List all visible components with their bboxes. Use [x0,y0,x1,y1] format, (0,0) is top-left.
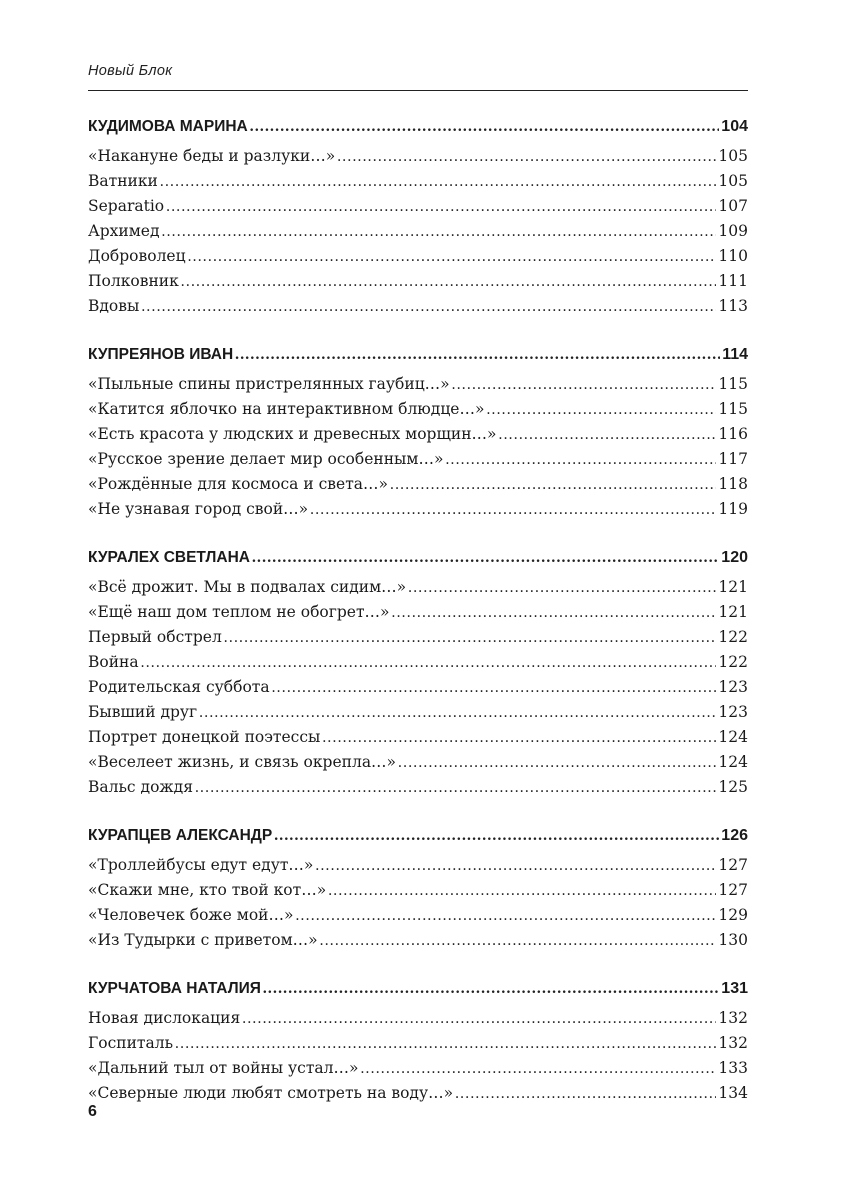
poem-entry [88,575,748,600]
dot-leader [390,472,716,497]
poem-entry-page: 121 [718,578,748,596]
poem-entry-title: «Веселеет жизнь, и связь окрепла…» [88,753,397,771]
poem-entry [88,219,748,244]
dot-leader [263,974,719,1004]
dot-leader [162,219,717,244]
poem-entry-page: 113 [718,297,748,315]
poem-entry [88,1031,748,1056]
poem-entry-title: «Не узнавая город свой…» [88,500,309,518]
poem-entry [88,775,748,800]
toc-section [88,974,748,1106]
author-entry-title: КУРАПЦЕВ АЛЕКСАНДР [88,827,273,844]
poem-entry-title: Госпиталь [88,1034,174,1052]
poem-entry-page: 122 [718,628,748,646]
dot-leader [235,340,720,370]
poem-entry-title: «Северные люди любят смотреть на воду…» [88,1084,454,1102]
toc-section [88,821,748,953]
poem-entry-title: Война [88,653,139,671]
poem-entry-page: 127 [718,856,748,874]
dot-leader [398,750,716,775]
author-entry-title: КУРАЛЕХ СВЕТЛАНА [88,549,250,566]
dot-leader [445,447,716,472]
poem-entry-title: «Ещё наш дом теплом не обогрет…» [88,603,390,621]
poem-entry-title: «Русское зрение делает мир особенным…» [88,450,444,468]
dot-leader [250,112,720,142]
poem-entry [88,422,748,447]
poem-entry-title: «Рождённые для космоса и света…» [88,475,388,493]
author-entry-title: КУДИМОВА МАРИНА [88,118,248,135]
poem-entry [88,1006,748,1031]
poem-entry [88,928,748,953]
poem-entry-page: 125 [718,778,748,796]
dot-leader [452,372,717,397]
poem-entry-page: 107 [718,197,748,215]
dot-leader [160,169,717,194]
poem-entry-page: 129 [718,906,748,924]
poem-entry-page: 132 [718,1034,748,1052]
poem-entry [88,700,748,725]
toc-section [88,112,748,319]
poem-entry-title: «Есть красота у людских и древесных морщин…» [88,425,497,443]
poem-entry-page: 115 [718,375,748,393]
dot-leader [181,269,717,294]
poem-entry-page: 115 [718,400,748,418]
poem-entry-title: Бывший друг [88,703,198,721]
dot-leader [188,244,717,269]
poem-entry-title: «Человечек боже мой…» [88,906,294,924]
author-entry [88,340,748,370]
poem-entry-page: 111 [718,272,748,290]
poem-entry-page: 123 [718,703,748,721]
dot-leader [166,194,716,219]
poem-entry [88,1056,748,1081]
poem-entry-page: 116 [718,425,748,443]
poem-entry [88,169,748,194]
poem-entry-title: «Катится яблочко на интерактивном блюдце…» [88,400,485,418]
author-entry-page: 114 [722,346,748,363]
poem-entry-title: «Накануне беды и разлуки…» [88,147,336,165]
dot-leader [408,575,716,600]
poem-entry-page: 130 [718,931,748,949]
running-title: Новый Блок [88,63,173,79]
poem-entry-page: 105 [718,172,748,190]
author-entry [88,112,748,142]
poem-entry-page: 122 [718,653,748,671]
poem-entry-page: 123 [718,678,748,696]
author-entry [88,543,748,573]
poem-entry-page: 133 [718,1059,748,1077]
dot-leader [499,422,717,447]
dot-leader [175,1031,716,1056]
poem-entry-title: «Троллейбусы едут едут…» [88,856,314,874]
poem-entry [88,447,748,472]
dot-leader [322,725,716,750]
poem-entry [88,675,748,700]
poem-entry [88,294,748,319]
poem-entry-page: 119 [718,500,748,518]
poem-entry [88,397,748,422]
poem-entry-title: Separatio [88,197,165,215]
poem-entry [88,244,748,269]
dot-leader [141,650,717,675]
poem-entry [88,650,748,675]
poem-entry [88,144,748,169]
poem-entry-page: 117 [718,450,748,468]
toc-section [88,543,748,800]
poem-entry-page: 127 [718,881,748,899]
poem-entry-page: 132 [718,1009,748,1027]
poem-entry [88,497,748,522]
poem-entry-page: 134 [718,1084,748,1102]
poem-entry-page: 121 [718,603,748,621]
dot-leader [141,294,716,319]
dot-leader [360,1056,716,1081]
author-entry [88,974,748,1004]
author-entry-title: КУПРЕЯНОВ ИВАН [88,346,234,363]
dot-leader [242,1006,716,1031]
poem-entry-title: Портрет донецкой поэтессы [88,728,321,746]
author-entry-page: 104 [721,118,748,135]
poem-entry-title: «Пыльные спины пристрелянных гаубиц…» [88,375,450,393]
dot-leader [274,821,719,851]
page-number: 6 [88,1103,97,1120]
poem-entry [88,625,748,650]
table-of-contents [88,112,748,1127]
author-entry-page: 126 [721,827,748,844]
poem-entry-title: «Дальний тыл от войны устал…» [88,1059,359,1077]
toc-section [88,340,748,522]
dot-leader [199,700,716,725]
author-entry-page: 120 [721,549,748,566]
dot-leader [295,903,716,928]
poem-entry [88,725,748,750]
poem-entry [88,194,748,219]
poem-entry [88,853,748,878]
poem-entry-title: Вдовы [88,297,140,315]
dot-leader [337,144,716,169]
poem-entry-title: Родительская суббота [88,678,270,696]
poem-entry [88,472,748,497]
poem-entry-page: 105 [718,147,748,165]
poem-entry-title: Новая дислокация [88,1009,241,1027]
poem-entry-page: 118 [718,475,748,493]
poem-entry-title: Архимед [88,222,160,240]
poem-entry [88,750,748,775]
poem-entry-title: «Всё дрожит. Мы в подвалах сидим…» [88,578,407,596]
dot-leader [328,878,716,903]
author-entry [88,821,748,851]
dot-leader [310,497,716,522]
poem-entry-title: Полковник [88,272,179,290]
dot-leader [272,675,717,700]
dot-leader [252,543,719,573]
poem-entry-title: Первый обстрел [88,628,222,646]
author-entry-page: 131 [721,980,748,997]
poem-entry [88,269,748,294]
poem-entry-page: 124 [718,728,748,746]
poem-entry-title: «Из Тудырки с приветом…» [88,931,318,949]
poem-entry-title: Вальс дождя [88,778,193,796]
poem-entry-page: 109 [718,222,748,240]
poem-entry [88,878,748,903]
poem-entry [88,903,748,928]
poem-entry-title: «Скажи мне, кто твой кот…» [88,881,327,899]
dot-leader [392,600,717,625]
dot-leader [455,1081,716,1106]
dot-leader [320,928,717,953]
poem-entry-title: Ватники [88,172,158,190]
dot-leader [195,775,716,800]
poem-entry [88,600,748,625]
poem-entry-title: Доброволец [88,247,186,265]
poem-entry-page: 110 [718,247,748,265]
poem-entry [88,372,748,397]
dot-leader [224,625,717,650]
header-rule [88,90,748,91]
dot-leader [315,853,716,878]
author-entry-title: КУРЧАТОВА НАТАЛИЯ [88,980,261,997]
poem-entry [88,1081,748,1106]
dot-leader [486,397,716,422]
poem-entry-page: 124 [718,753,748,771]
